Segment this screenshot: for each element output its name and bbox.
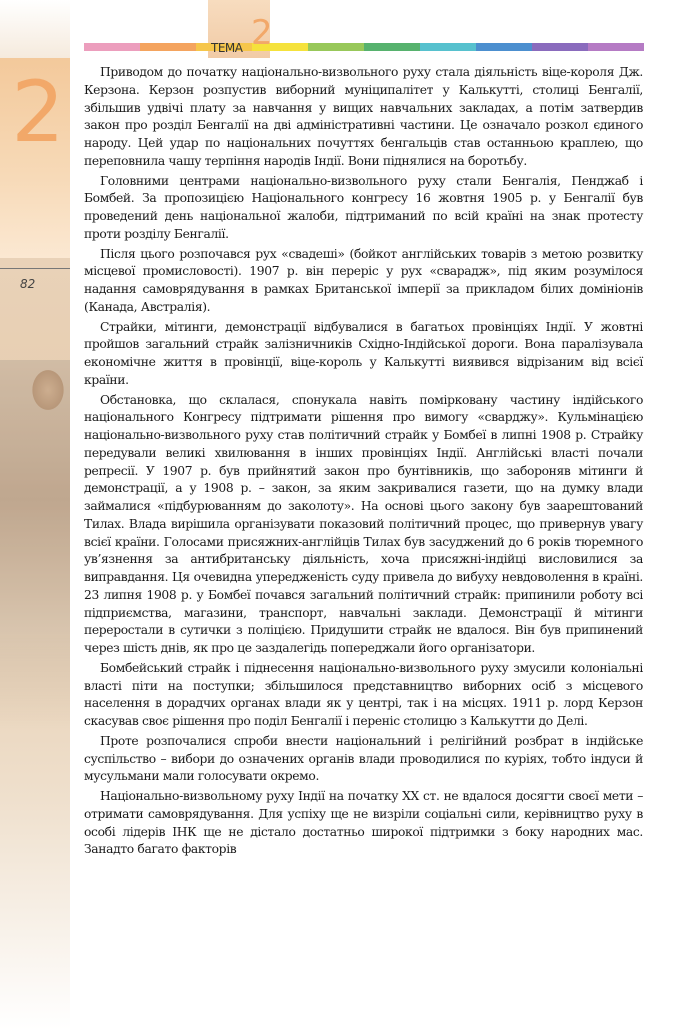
paragraph: Національно-визвольному руху Індії на початку XX ст. не вдалося досягти своєї мети – отримати самоврядування. Для успіху ще не визріли соціальні сили, керівництво руху в особі лідерів ІНК ще не дістало достатньо широкої підтримки з боку народних мас. Занадто багато факторів bbox=[84, 789, 643, 857]
paragraph: Страйки, мітинги, демонстрації відбувалися в багатьох провінціях Індії. У жовтні пройшов загальний страйк залізничників Східно-Індійської дороги. Вона паралізувала економічне життя в провінції, віце-король у Калькутті виявився відрізаним від всієї країни. bbox=[84, 319, 643, 387]
page-number: 82 bbox=[20, 277, 36, 291]
paragraph: Після цього розпочався рух «свадеші» (бойкот англійських товарів з метою розвитку місцевої промисловості). 1907 р. він переріс у рух «сварадж», під яким розумілося надання самоврядування в рамках Британської імперії за прикладом білих домініонів (Канада, Австралія). bbox=[84, 246, 643, 314]
margin-photo bbox=[0, 300, 70, 730]
topic-label: ТЕМА bbox=[211, 41, 243, 55]
paragraph: Проте розпочалися спроби внести національний і релігійний розбрат в індійське суспільство – вибори до означених органів влади проводилися по куріях, тобто індуси й мусульмани мали голосувати окремо. bbox=[84, 733, 643, 784]
color-stripe-segment bbox=[364, 43, 420, 51]
paragraph: Обстановка, що склалася, спонукала навіть помірковану частину індійського національного Конгресу підтримати рішення про вимогу «сварджу». Кульмінацією національно-визвольного руху став політичний страйк у Бомбеї в липні 1908 р. Страйку передували великі хвилювання в інших провінціях Індії. Англійські власті почали репресії. У 1907 р. був прийнятий закон про бунтівників, що забороняв мітинги й демонстрації, а у 1908 р. – закон, за яким закривалися газети, що на думку влади займалися «підбурюванням до заколоту». На основі цього закону був заарештований Тилах. Влада вирішила організувати показовий політичний процес, що привернув увагу всієї країни. Голосами присяжних-англійців Тилах був засуджений до 6 років тюремного ув’язнення за антибританську діяльність, хоча присяжні-індійці висловилися за виправдання. Ця очевидна упередженість суду привела до вибуху невдоволення в країні. 23 липня 1908 р. у Бомбеї почався загальний політичний страйк: припинили роботу всі підприємства, магазини, транспорт, навчальні заклади. Демонстрації й мітинги переростали в сутички з поліцією. Придушити страйк не вдалося. Він був припинений через шість днів, як про це заздалегідь попереджали його організатори. bbox=[84, 392, 643, 655]
chapter-number: 2 bbox=[11, 63, 65, 161]
paragraph: Бомбейський страйк і піднесення національно-визвольного руху змусили колоніальні власті піти на поступки; збільшилося представництво виборних осіб з місцевого населення в дорадчих органах влади як у центрі, так і на місцях. 1911 р. лорд Керзон скасував своє рішення про поділ Бенгалії і переніс столицю з Калькутти до Делі. bbox=[84, 660, 643, 728]
color-stripe-segment bbox=[420, 43, 476, 51]
paragraph: Головними центрами національно-визвольного руху стали Бенгалія, Пенджаб і Бомбей. За пропозицією Національного конгресу 16 жовтня 1905 р. у Бенгалії був проведений день національної жалоби, підтриманий по всій країні на знак протесту проти розділу Бенгалії. bbox=[84, 173, 643, 241]
color-stripe-segment bbox=[140, 43, 196, 51]
color-stripe-segment bbox=[532, 43, 588, 51]
topic-number: 2 bbox=[251, 13, 273, 53]
paragraph: Приводом до початку національно-визвольного руху стала діяльність віце-короля Дж. Керзона. Керзон розпустив виборний муніципалітет у Калькутті, столиці Бенгалії, збільшив удвічі плату за навчання у вищих навчальних закладах, а потім затвердив закон про розділ Бенгалії на дві адміністративні частини. Це означало розкол єдиного народу. Цей удар по національних почуттях бенгальців став останньою краплею, що переповнила чашу терпіння народів Індії. Вони піднялися на боротьбу. bbox=[84, 65, 643, 168]
page-number-rule bbox=[0, 268, 70, 269]
color-stripe-segment bbox=[476, 43, 532, 51]
color-stripe bbox=[84, 43, 644, 51]
color-stripe-segment bbox=[308, 43, 364, 51]
color-stripe-segment bbox=[588, 43, 644, 51]
color-stripe-segment bbox=[84, 43, 140, 51]
main-text bbox=[84, 64, 643, 861]
